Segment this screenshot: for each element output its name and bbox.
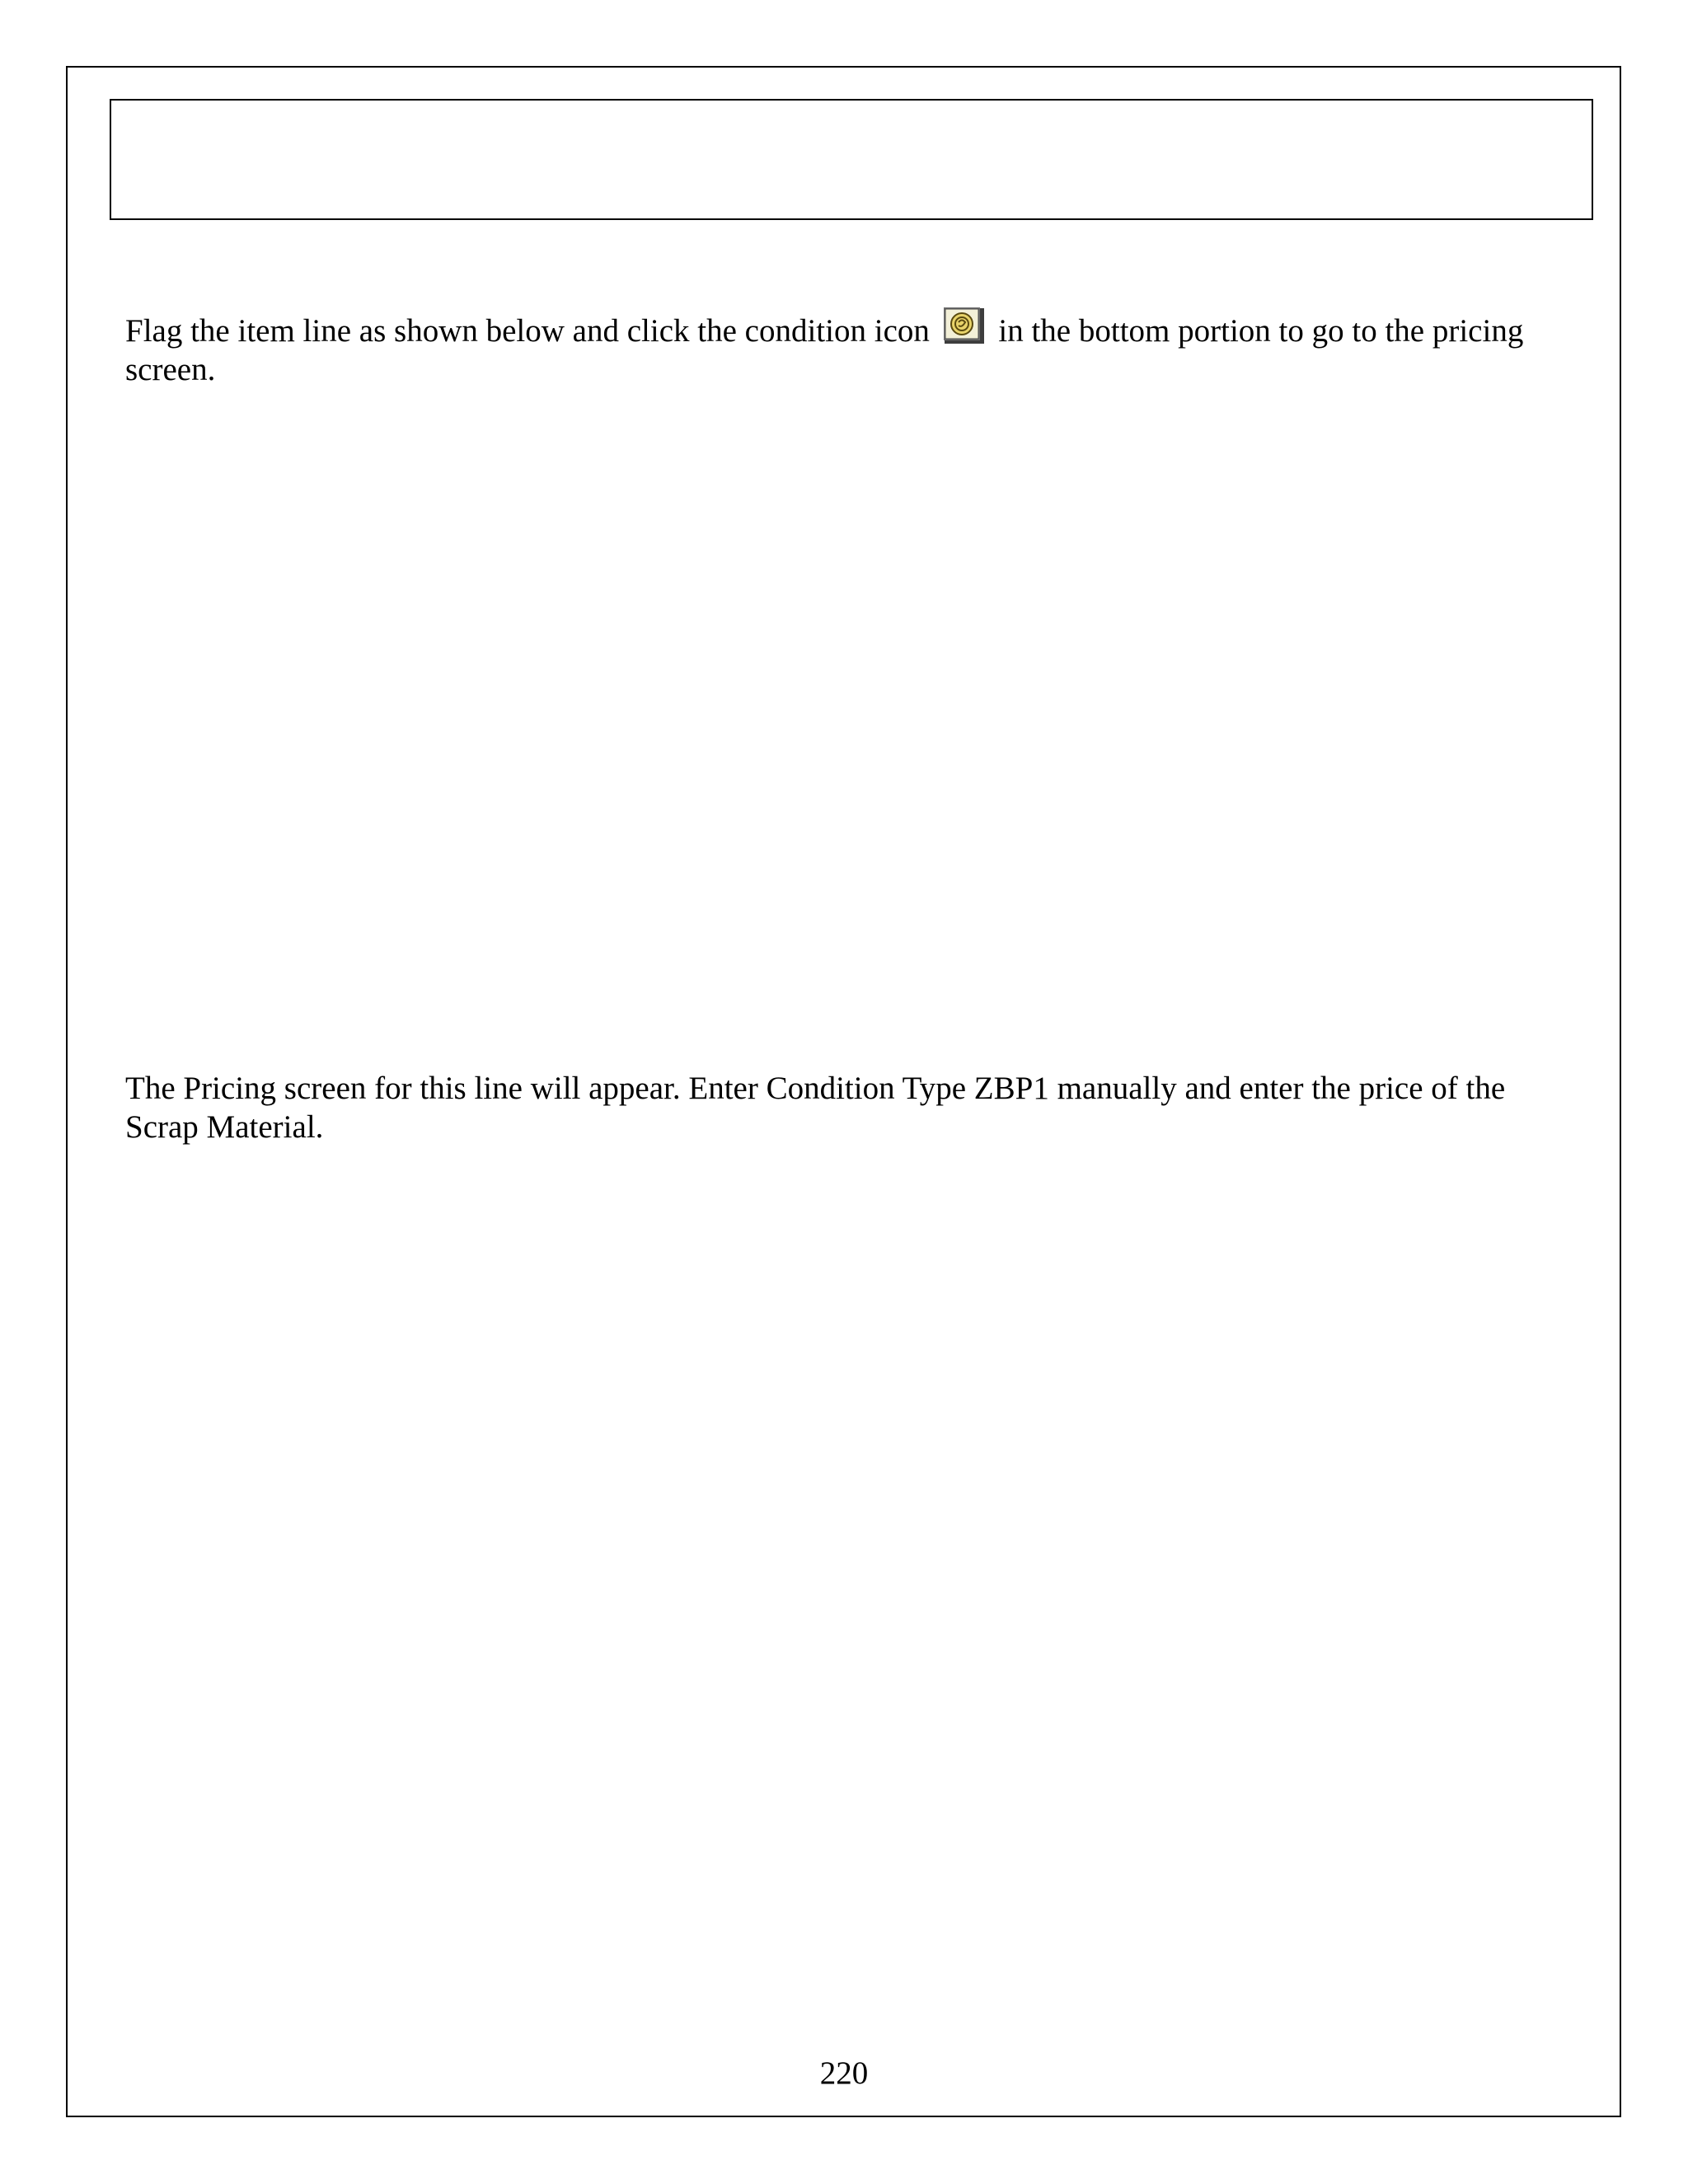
instruction-paragraph-condition [125,307,1576,389]
instruction-text-after-icon: in the bottom portion to go to the pricing screen. [125,313,1524,387]
header-box [110,99,1593,220]
condition-icon [943,307,986,346]
page-number: 220 [819,2055,869,2091]
instruction-paragraph-pricing: The Pricing screen for this line will appear. Enter Condition Type ZBP1 manually and enter the price of the Scrap Material. [125,1071,1506,1145]
instruction-text-before-icon: Flag the item line as shown below and click the condition icon [125,313,938,349]
